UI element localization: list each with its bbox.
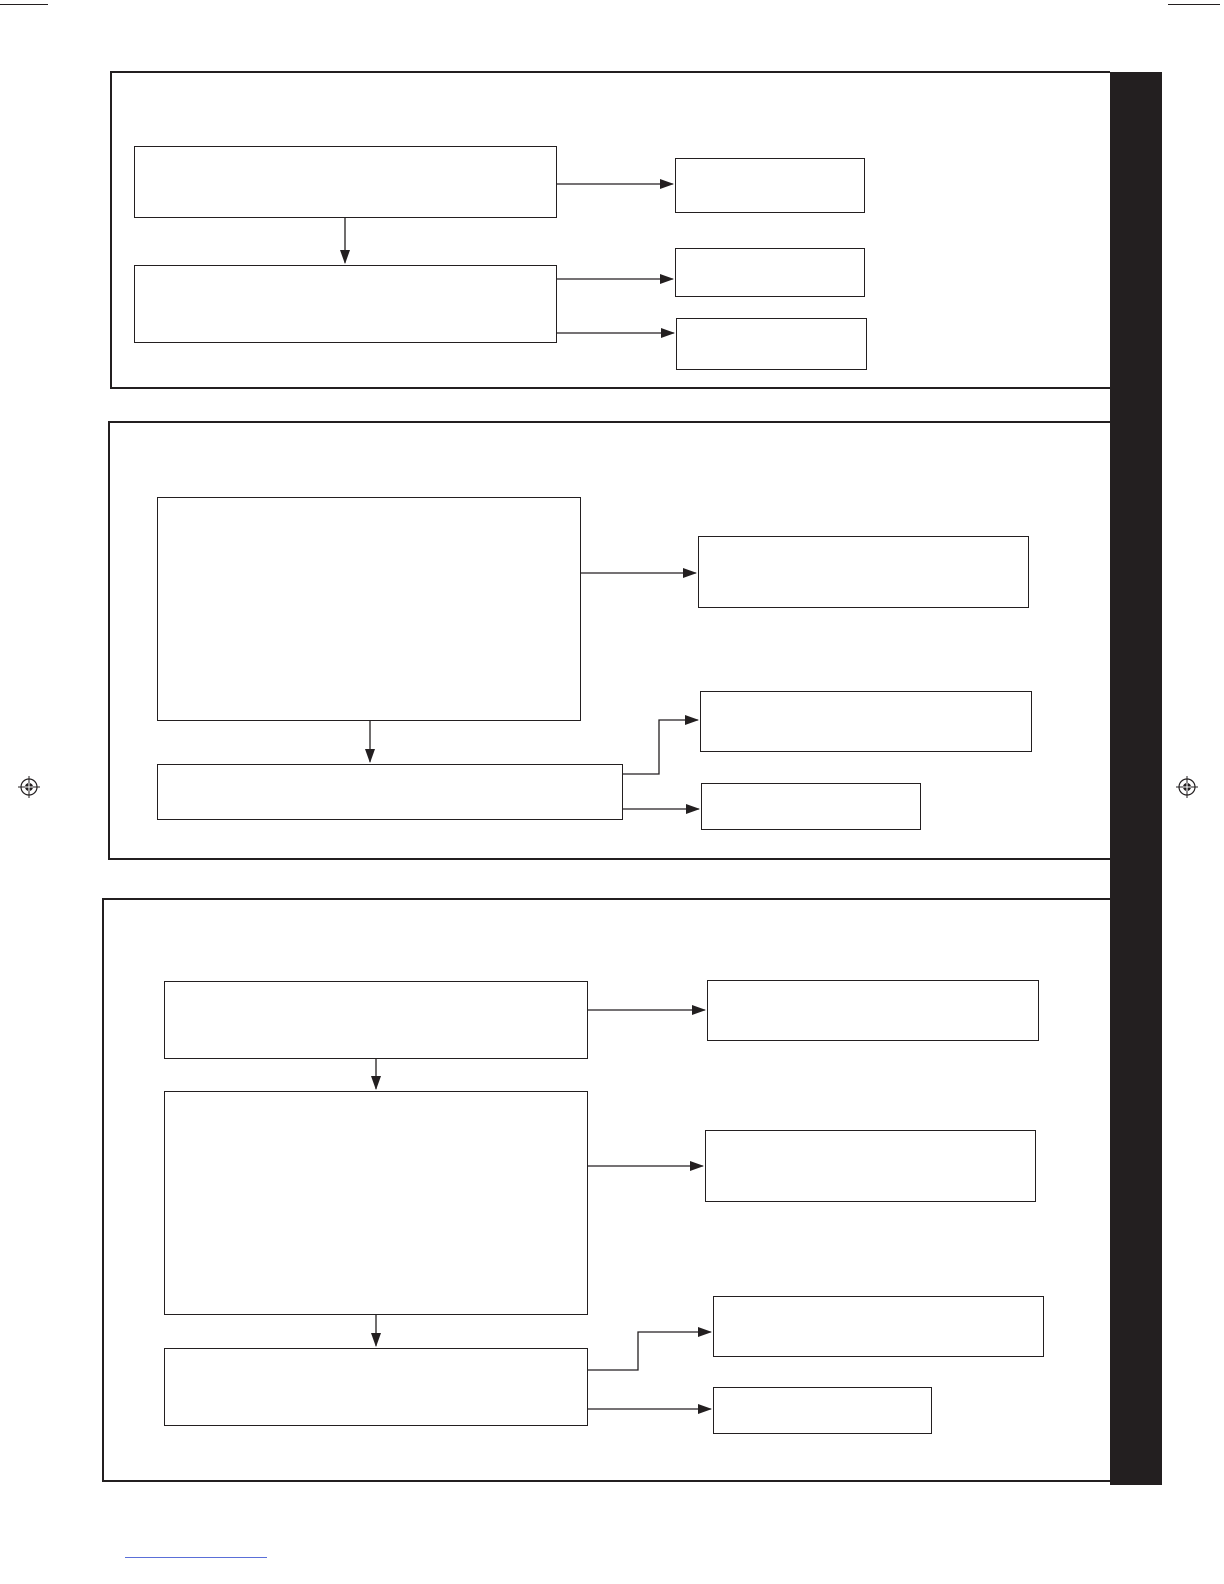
registration-mark-right-icon — [1176, 776, 1198, 798]
footer-link-underline — [125, 1557, 267, 1558]
flow2-arrow-step-to-result2 — [623, 720, 698, 774]
registration-mark-left-icon — [18, 776, 40, 798]
flow3-arrow-step-to-result3 — [588, 1332, 711, 1370]
